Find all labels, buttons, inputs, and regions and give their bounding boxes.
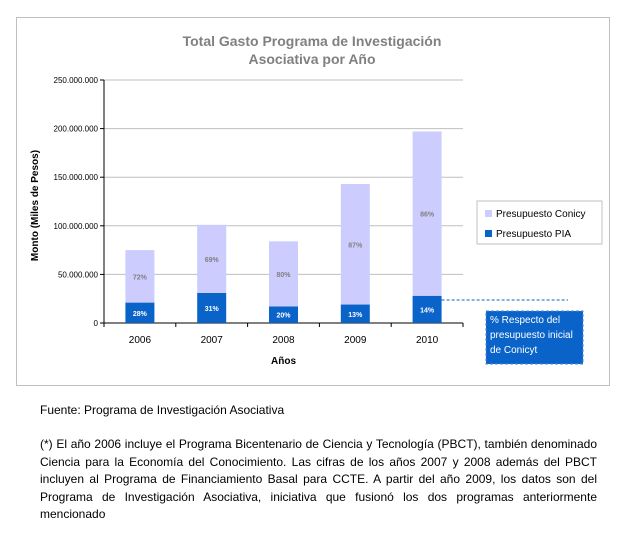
bar-label-pia-2009: 13% <box>348 311 363 319</box>
bar-label-conicyt-2010: 86% <box>420 211 435 219</box>
bar-label-pia-2010: 14% <box>420 307 435 315</box>
bar-label-pia-2008: 20% <box>276 312 291 320</box>
y-tick-label: 200.000.000 <box>53 124 98 134</box>
bar-label-conicyt-2007: 69% <box>204 256 219 264</box>
legend-swatch-conicyt <box>485 210 492 217</box>
x-axis-label: Años <box>271 356 296 367</box>
y-tick-label: 150.000.000 <box>53 173 98 183</box>
legend-label-pia: Presupuesto PIA <box>496 229 572 240</box>
annotation-text-line3: de Conicyt <box>490 345 538 356</box>
y-axis-label: Monto (Miles de Pesos) <box>30 149 41 262</box>
annotation-text-line1: % Respecto del <box>490 315 561 326</box>
x-tick-label: 2009 <box>344 335 367 346</box>
x-tick-label: 2007 <box>200 335 223 346</box>
chart-title-line2: Asociativa por Año <box>248 51 376 67</box>
y-tick-label: 50.000.000 <box>57 270 98 280</box>
bar-label-pia-2007: 31% <box>204 305 219 313</box>
x-tick-label: 2006 <box>128 335 152 346</box>
annotation-text-line2: presupuesto inicial <box>490 330 573 341</box>
x-tick-label: 2010 <box>415 335 439 346</box>
legend-swatch-pia <box>485 230 492 237</box>
x-tick-label: 2008 <box>272 335 295 346</box>
y-tick-label: 250.000.000 <box>53 76 98 85</box>
bar-label-pia-2006: 28% <box>132 310 147 318</box>
source-text: Fuente: Programa de Investigación Asociativa <box>40 403 285 417</box>
bar-label-conicyt-2009: 87% <box>348 242 363 250</box>
legend-label-conicyt: Presupuesto Conicy <box>496 209 586 220</box>
y-tick-label: 0 <box>93 319 98 328</box>
bar-label-conicyt-2008: 80% <box>276 271 291 279</box>
chart-title-line1: Total Gasto Programa de Investigación <box>182 33 442 49</box>
y-tick-label: 100.000.000 <box>53 221 98 231</box>
bar-label-conicyt-2006: 72% <box>132 274 147 282</box>
footnote-text: (*) El año 2006 incluye el Programa Bicentenario de Ciencia y Tecnología (PBCT), también denominado Ciencia para la Economía del Conocimiento. Las cifras de los años 2007 y 2008 además del PBCT incluyen al Programa de Financiamiento Basal para CCTE. A partir del año 2009, los datos son del Programa de Investigación Asociativa, iniciativa que fusionó los dos programas anteriormente mencionado <box>40 437 597 521</box>
